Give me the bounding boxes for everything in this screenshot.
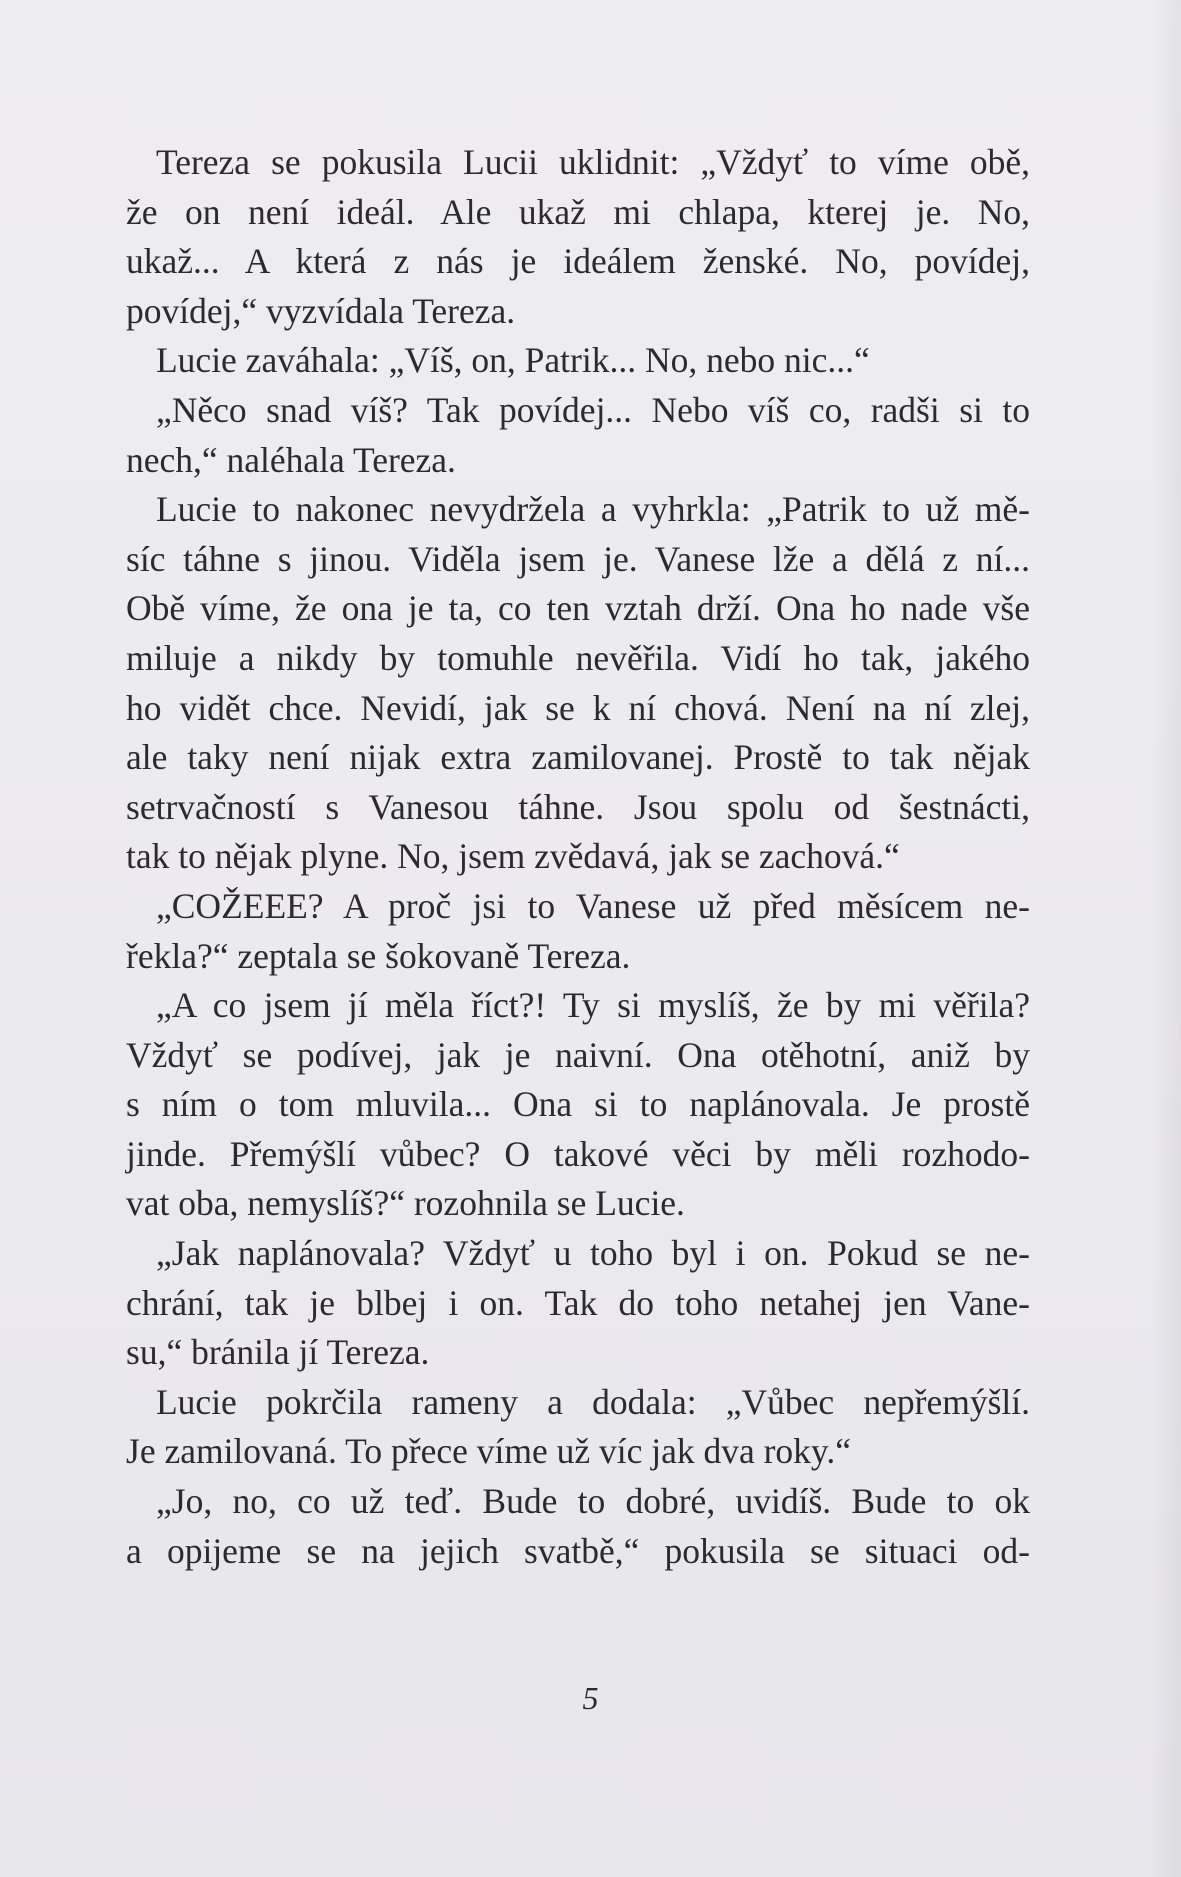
text-line: „Něco snad víš? Tak povídej... Nebo víš co, radši si to: [156, 389, 1030, 430]
text-line: Tereza se pokusila Lucii uklidnit: „Vždyť to víme obě,: [156, 142, 1030, 182]
text-line: Obě víme, že ona je ta, co ten vztah drží. Ona ho nade vše: [126, 588, 1030, 629]
text-line: ale taky není nijak extra zamilovanej. Prostě to tak nějak: [126, 737, 1030, 778]
text-line: tak to nějak plyne. No, jsem zvědavá, jak se zachová.“: [126, 836, 900, 877]
text-line: s ním o tom mluvila... Ona si to naplánovala. Je prostě: [126, 1084, 1030, 1125]
text-line: a opijeme se na jejich svatbě,“ pokusila se situaci od-: [126, 1530, 1030, 1571]
text-line: setrvačností s Vanesou táhne. Jsou spolu od šestnácti,: [126, 786, 1030, 827]
text-line: „COŽEEE? A proč jsi to Vanese už před měsícem ne-: [156, 885, 1030, 926]
text-line: povídej,“ vyzvídala Tereza.: [126, 290, 516, 331]
text-line: ho vidět chce. Nevidí, jak se k ní chová. Není na ní zlej,: [126, 687, 1030, 728]
body-text: [126, 138, 1030, 1576]
text-line: ukaž... A která z nás je ideálem ženské. No, povídej,: [126, 241, 1030, 282]
text-line: miluje a nikdy by tomuhle nevěřila. Vidí ho tak, jakého: [126, 637, 1030, 678]
text-line: chrání, tak je blbej i on. Tak do toho netahej jen Vane-: [126, 1282, 1030, 1323]
text-line: jinde. Přemýšlí vůbec? O takové věci by měli rozhodo-: [126, 1133, 1030, 1174]
text-line: vat oba, nemyslíš?“ rozohnila se Lucie.: [126, 1183, 685, 1224]
text-line: Lucie pokrčila rameny a dodala: „Vůbec nepřemýšlí.: [156, 1381, 1030, 1422]
text-line: „A co jsem jí měla říct?! Ty si myslíš, že by mi věřila?: [156, 985, 1030, 1026]
text-line: řekla?“ zeptala se šokovaně Tereza.: [126, 935, 631, 976]
page-number: 5: [582, 1680, 599, 1716]
text-line: Lucie to nakonec nevydržela a vyhrkla: „Patrik to už mě-: [156, 489, 1030, 530]
text-line: Lucie zaváhala: „Víš, on, Patrik... No, nebo nic...“: [156, 340, 870, 381]
text-line: Vždyť se podívej, jak je naivní. Ona otěhotní, aniž by: [126, 1034, 1030, 1075]
text-line: „Jo, no, co už teď. Bude to dobré, uvidíš. Bude to ok: [156, 1481, 1030, 1522]
text-line: su,“ bránila jí Tereza.: [126, 1332, 430, 1373]
text-line: nech,“ naléhala Tereza.: [126, 439, 456, 480]
text-line: síc táhne s jinou. Viděla jsem je. Vanese lže a dělá z ní...: [126, 538, 1030, 579]
text-line: Je zamilovaná. To přece víme už víc jak dva roky.“: [126, 1431, 851, 1472]
text-line: „Jak naplánovala? Vždyť u toho byl i on. Pokud se ne-: [156, 1233, 1030, 1274]
text-line: že on není ideál. Ale ukaž mi chlapa, kterej je. No,: [126, 191, 1030, 232]
